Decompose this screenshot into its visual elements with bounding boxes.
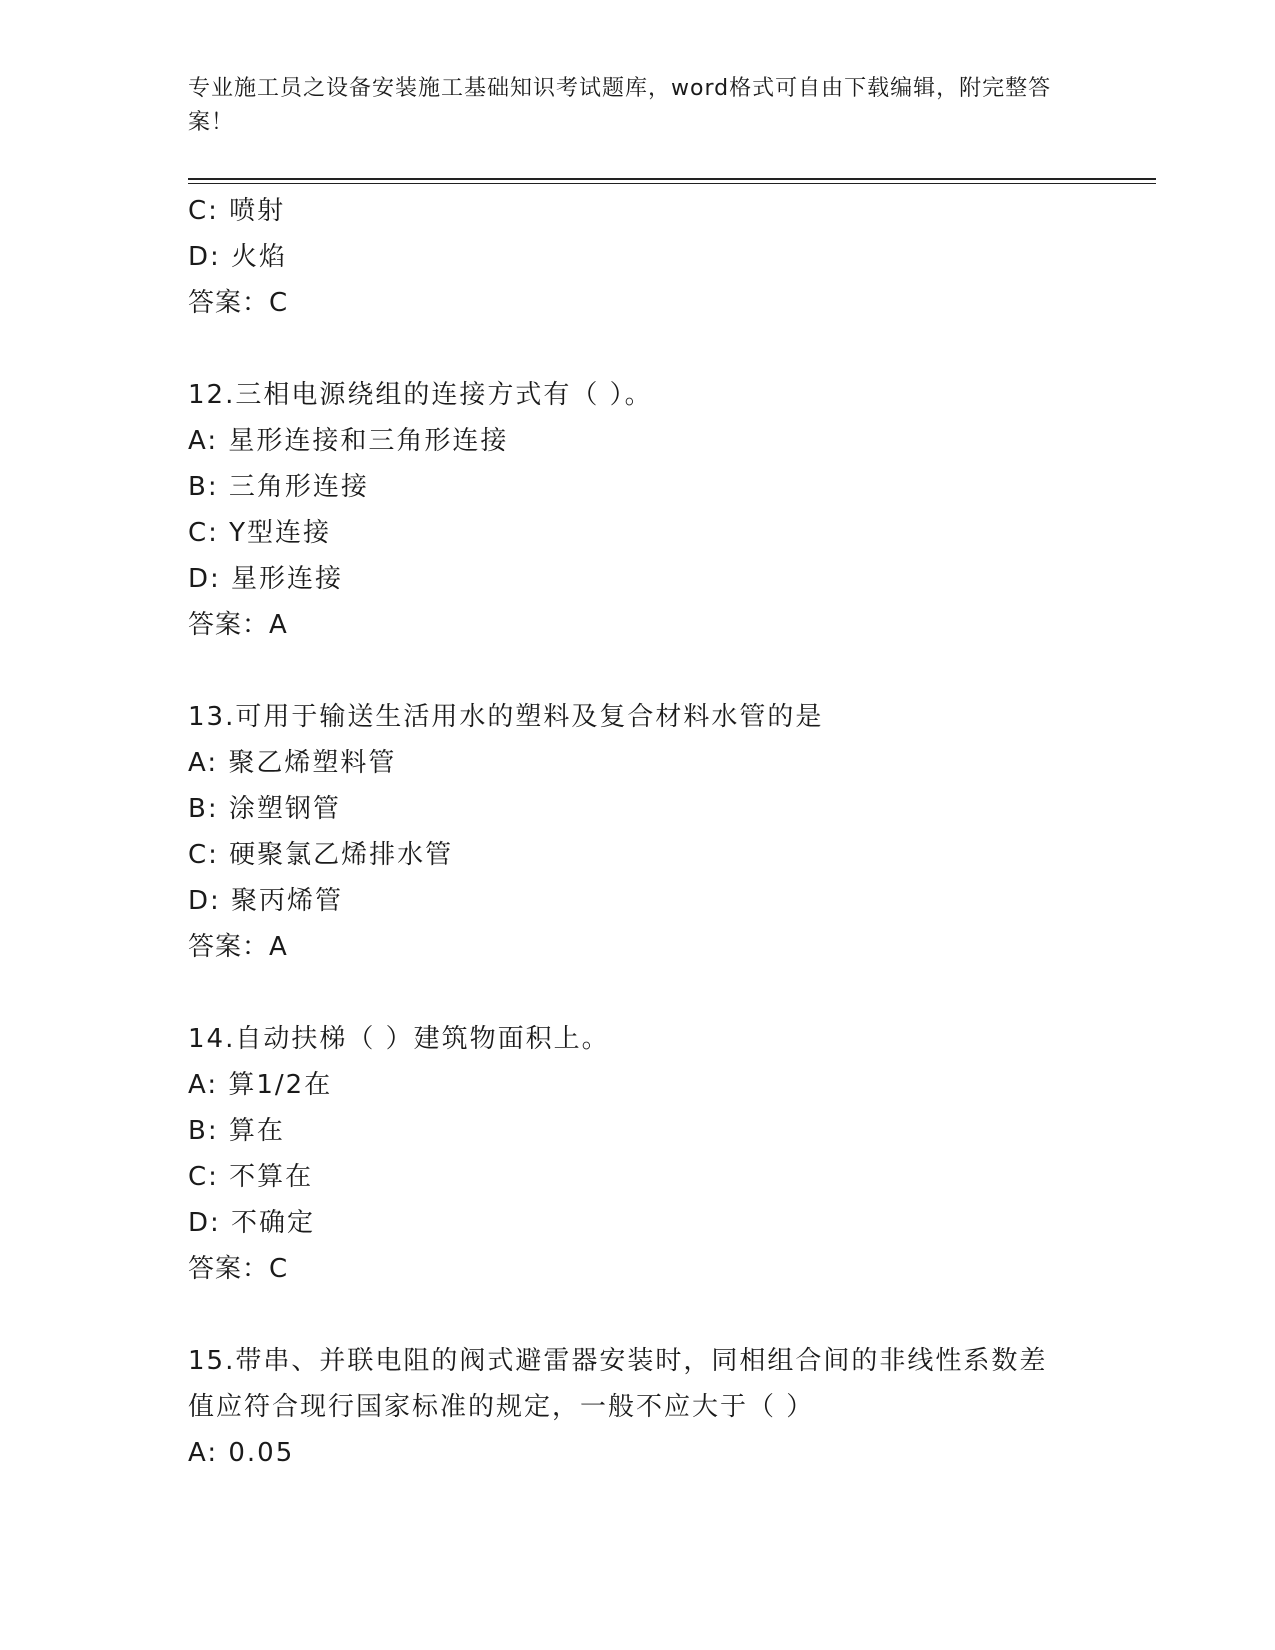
question-stem-line-2: 值应符合现行国家标准的规定，一般不应大于（ ） — [188, 1392, 815, 1422]
document-body — [188, 188, 1088, 1476]
option-a: A: 星形连接和三角形连接 — [188, 426, 509, 456]
answer: 答案：C — [188, 288, 289, 318]
header-rule-thick — [188, 178, 1156, 180]
answer: 答案：C — [188, 1254, 289, 1284]
document-header: 专业施工员之设备安装施工基础知识考试题库，word格式可自由下载编辑，附完整答案！ — [188, 76, 1052, 135]
option-d: D: 聚丙烯管 — [188, 886, 344, 916]
option-a: A: 算1/2在 — [188, 1070, 333, 1100]
option-b: B: 三角形连接 — [188, 472, 369, 502]
header-rule-thin — [188, 183, 1156, 184]
question-stem: 13.可用于输送生活用水的塑料及复合材料水管的是 — [188, 702, 824, 732]
answer: 答案：A — [188, 932, 288, 962]
option-c: C: Y型连接 — [188, 518, 332, 548]
option-d: D: 火焰 — [188, 242, 288, 272]
question-stem-line-1: 15.带串、并联电阻的阀式避雷器安装时，同相组合间的非线性系数差 — [188, 1346, 1048, 1376]
option-b: B: 算在 — [188, 1116, 285, 1146]
question-stem: 14.自动扶梯（ ）建筑物面积上。 — [188, 1024, 610, 1054]
option-c: C: 喷射 — [188, 196, 286, 226]
answer: 答案：A — [188, 610, 288, 640]
option-a: A: 0.05 — [188, 1438, 295, 1468]
option-b: B: 涂塑钢管 — [188, 794, 341, 824]
option-d: D: 不确定 — [188, 1208, 316, 1238]
option-c: C: 硬聚氯乙烯排水管 — [188, 840, 454, 870]
option-a: A: 聚乙烯塑料管 — [188, 748, 397, 778]
question-stem: 12.三相电源绕组的连接方式有（ ）。 — [188, 380, 653, 410]
option-d: D: 星形连接 — [188, 564, 344, 594]
option-c: C: 不算在 — [188, 1162, 314, 1192]
